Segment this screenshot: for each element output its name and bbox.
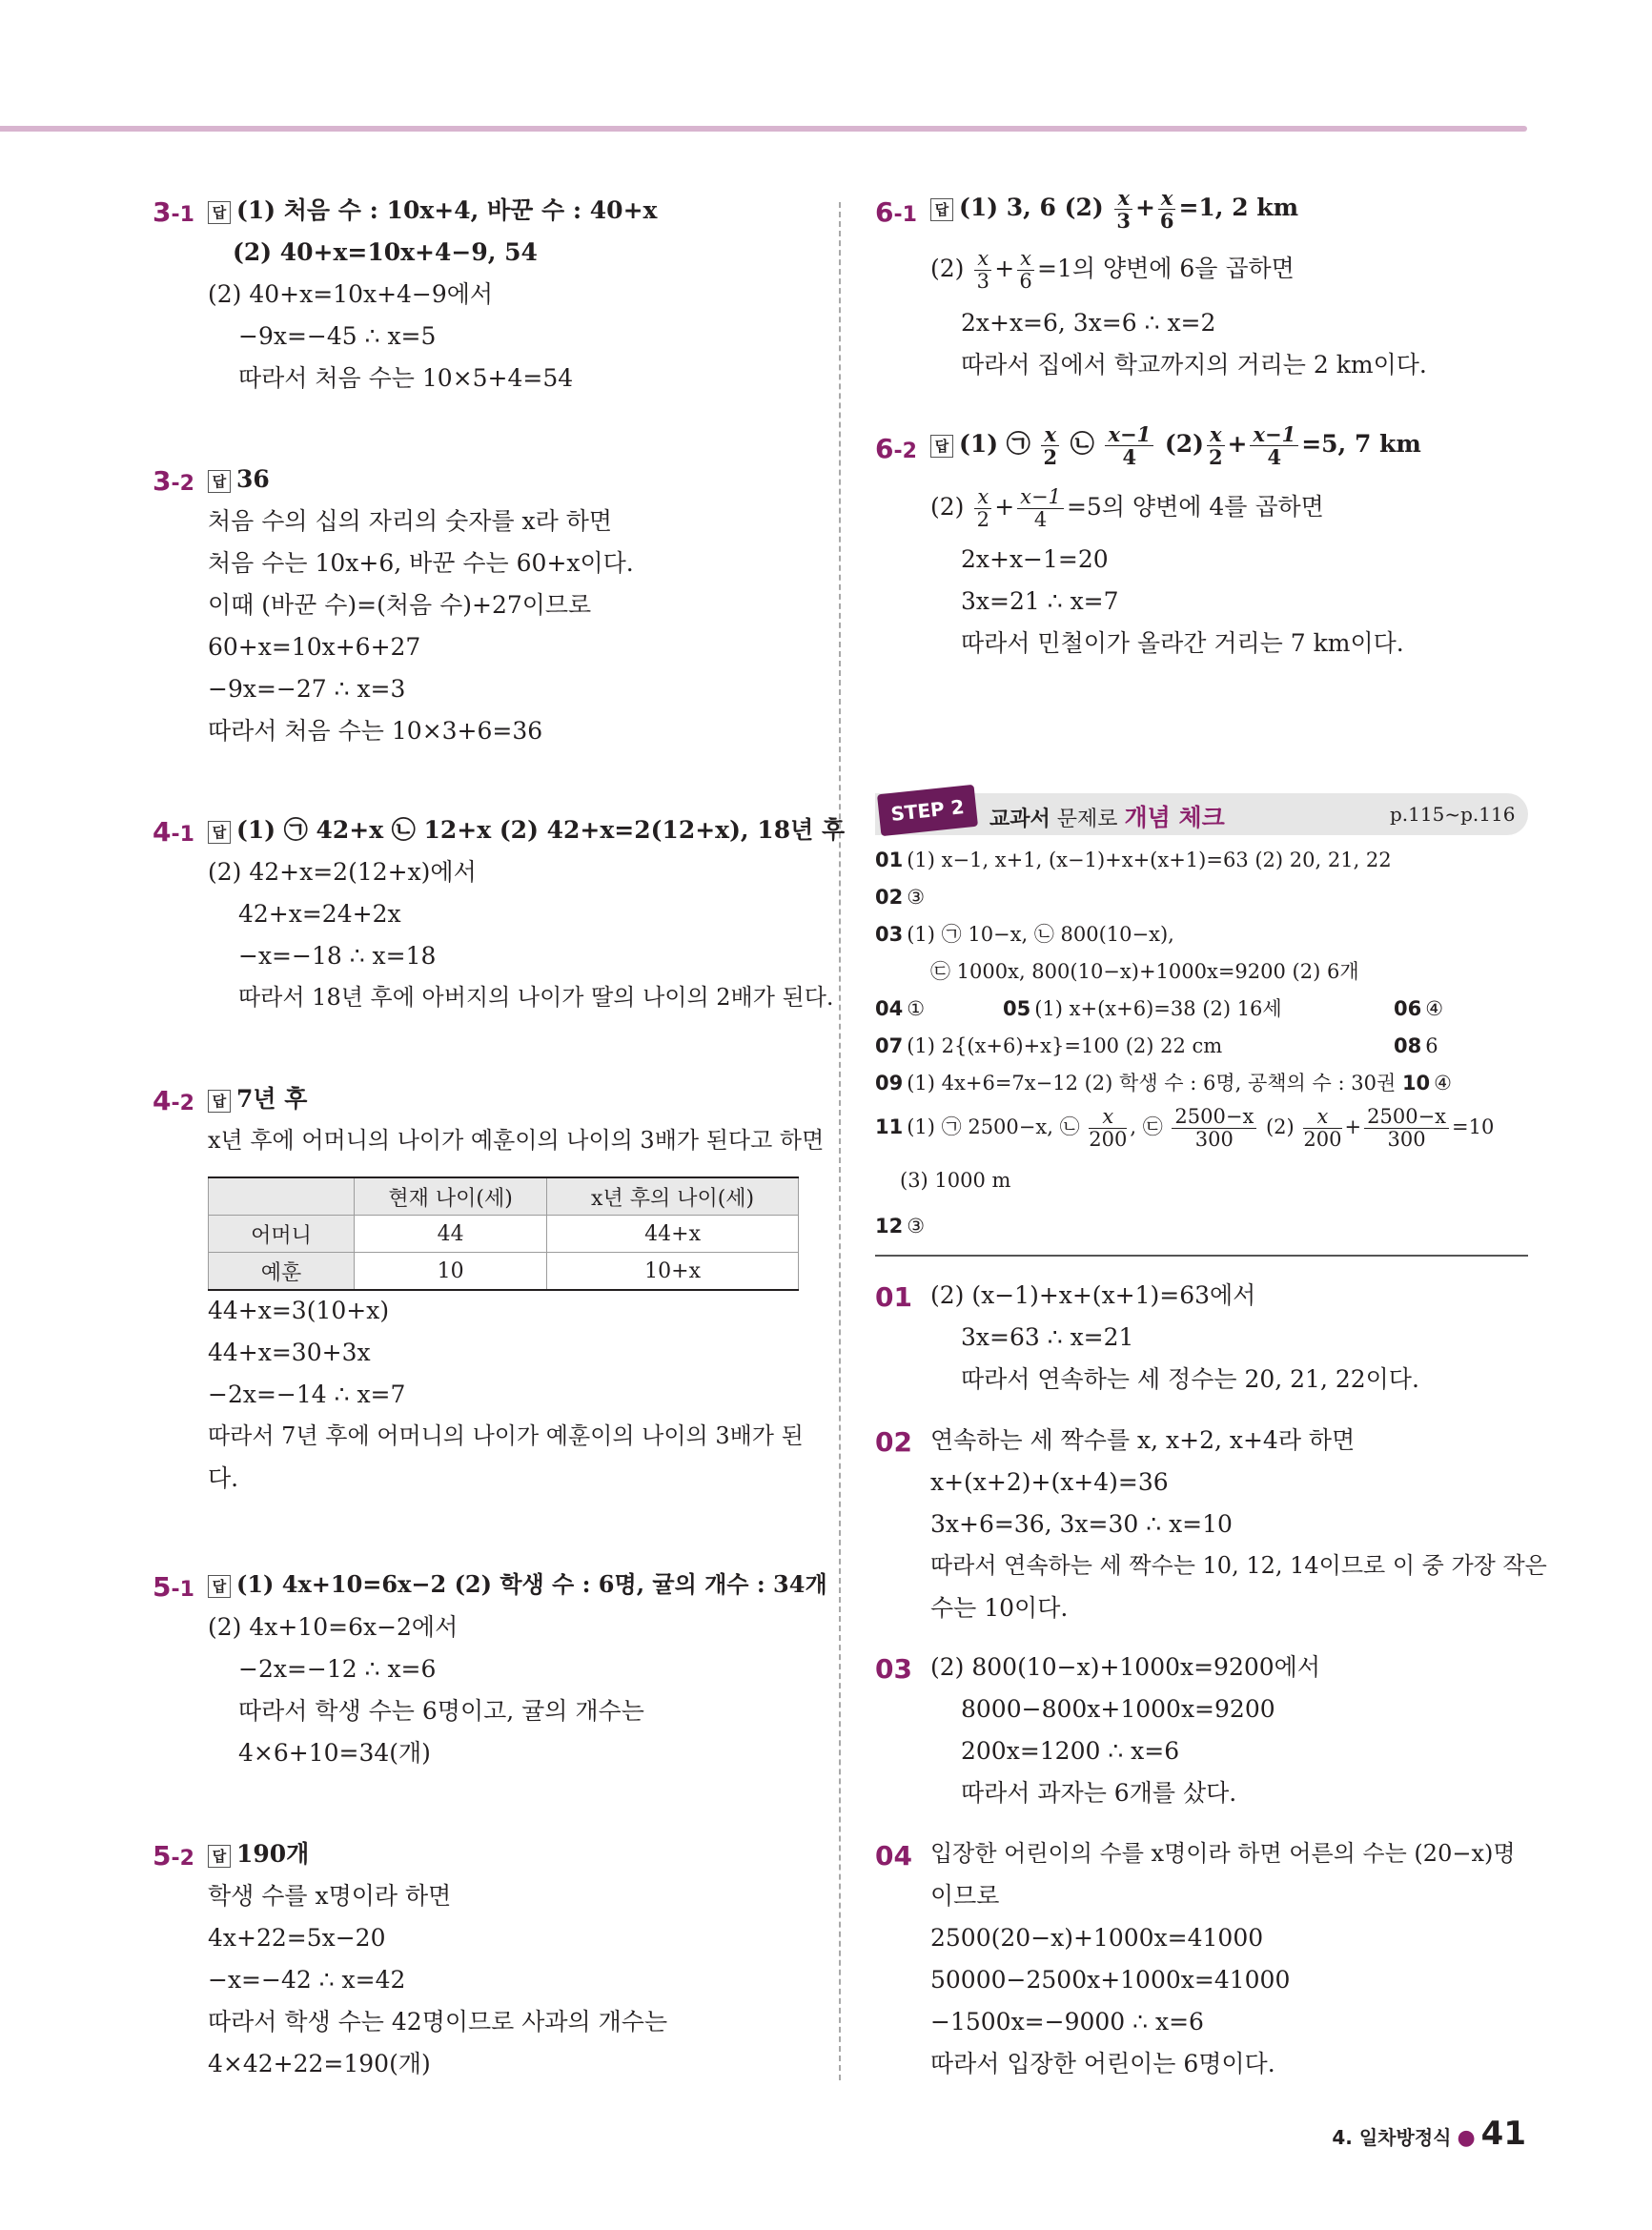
solution-line: (2) $\frac{x}{2}$ + $\frac{x-1}{4}$ =5의 양변에 4를 곱하면 (930, 485, 1324, 532)
quick-answer-05: 05 (1) x+(x+6)=38 (2) 16세 (1003, 997, 1282, 1020)
solution-line: 따라서 18년 후에 아버지의 나이가 딸의 나이의 2배가 된다. (238, 984, 834, 1011)
answer-mark-icon: 답 (208, 1090, 231, 1113)
table-row (209, 1216, 799, 1253)
chapter-title: 4. 일차방정식 (1332, 2126, 1452, 2149)
solution-line: 처음 수는 10x+6, 바꾼 수는 60+x이다. (208, 549, 634, 577)
solution-line: 따라서 학생 수는 6명이고, 귤의 개수는 (238, 1697, 644, 1725)
solution-line: −2x=−14 ∴ x=7 (208, 1381, 406, 1408)
answer-mark-icon: 답 (208, 1575, 231, 1598)
quick-answer-03: 03 (1) ㉠ 10−x, ㉡ 800(10−x), (875, 923, 1174, 946)
table-cell: 예훈 (209, 1253, 355, 1291)
age-table (208, 1176, 799, 1291)
fraction: $\frac{x-1}{4}$ (1250, 423, 1298, 468)
answer-line: 답 36 (208, 465, 270, 494)
solution-line: −1500x=−9000 ∴ x=6 (930, 2008, 1204, 2036)
table-header-cell: 현재 나이(세) (355, 1177, 547, 1216)
solution-line: 200x=1200 ∴ x=6 (961, 1737, 1180, 1765)
solution-line: 2x+x−1=20 (961, 545, 1109, 573)
solution-line: 따라서 민철이가 올라간 거리는 7 km이다. (961, 629, 1404, 657)
table-cell: 10 (355, 1253, 547, 1291)
quick-answer-07: 07 (1) 2{(x+6)+x}=100 (2) 22 cm (875, 1034, 1223, 1057)
solution-line: 60+x=10x+6+27 (208, 633, 421, 661)
table-header-cell (209, 1177, 355, 1216)
solution-line: 따라서 연속하는 세 짝수는 10, 12, 14이므로 이 중 가장 작은 (930, 1552, 1547, 1579)
page-footer (1332, 2115, 1526, 2153)
quick-answer-09: 09 (1) 4x+6=7x−12 (2) 학생 수 : 6명, 공책의 수 : 30권 10 ④ (875, 1072, 1452, 1095)
solution-line: 8000−800x+1000x=9200 (961, 1695, 1275, 1723)
answer-line: 답 7년 후 (208, 1085, 307, 1114)
table-row (209, 1253, 799, 1291)
solution-line: 따라서 처음 수는 10×5+4=54 (238, 364, 574, 392)
problem-number: 6-1 (875, 196, 917, 228)
step-badge: STEP 2 (877, 785, 978, 836)
page-number: 41 (1480, 2115, 1526, 2153)
solution-line: (2) (x−1)+x+(x+1)=63에서 (930, 1281, 1256, 1309)
solution-line: 따라서 연속하는 세 정수는 20, 21, 22이다. (961, 1365, 1419, 1393)
step-page-range: p.115~p.116 (1390, 803, 1516, 826)
solution-line: x+(x+2)+(x+4)=36 (930, 1468, 1169, 1496)
fraction: $\frac{x}{3}$ (1116, 186, 1132, 234)
solution-line: (2) 42+x=2(12+x)에서 (208, 858, 477, 886)
solution-line: 학생 수를 x명이라 하면 (208, 1882, 452, 1910)
problem-number: 3-1 (153, 196, 194, 228)
fraction: $\frac{x}{200}$ (1303, 1105, 1342, 1152)
quick-answer-04: 04 ① (875, 997, 926, 1020)
solution-line: 다. (208, 1464, 239, 1492)
answer-line-2: (2) 40+x=10x+4−9, 54 (233, 238, 538, 266)
solution-line: 따라서 처음 수는 10×3+6=36 (208, 717, 543, 745)
quick-answer-11-cont: (3) 1000 m (900, 1169, 1011, 1192)
table-cell: 44+x (547, 1216, 799, 1253)
solution-line: (2) 40+x=10x+4−9에서 (208, 280, 494, 308)
solution-line: 이므로 (930, 1882, 1000, 1910)
problem-number: 5-1 (153, 1571, 194, 1603)
answer-mark-icon: 답 (208, 1845, 231, 1868)
answer-line: 답 (1) 4x+10=6x−2 (2) 학생 수 : 6명, 귤의 개수 : 34개 (208, 1571, 827, 1599)
problem-number: 4-1 (153, 816, 194, 848)
problem-number: 02 (875, 1426, 912, 1458)
answer-mark-icon: 답 (208, 821, 231, 844)
solution-line: (2) $\frac{x}{3}$ + $\frac{x}{6}$ =1의 양변에 6을 곱하면 (930, 247, 1295, 294)
solution-line: −x=−18 ∴ x=18 (238, 942, 437, 970)
solution-line: 따라서 과자는 6개를 샀다. (961, 1779, 1237, 1807)
fraction: $\frac{x}{200}$ (1089, 1105, 1128, 1152)
quick-answer-11: 11 (1) ㉠ 2500−x, ㉡ $\frac{x}{200}$ , ㉢ $\frac{2500-x}{300}$ (2) $\frac{x}{200}$ + $\frac{2500-x}{300}$ =10 (875, 1105, 1495, 1152)
solution-line: 4×6+10=34(개) (238, 1739, 431, 1767)
solution-line: 4x+22=5x−20 (208, 1924, 386, 1952)
fraction: $\frac{x}{2}$ (1208, 422, 1223, 470)
solution-line: 따라서 입장한 어린이는 6명이다. (930, 2050, 1275, 2077)
solution-line: 4×42+22=190(개) (208, 2050, 431, 2077)
quick-answer-08: 08 6 (1394, 1034, 1438, 1057)
problem-number: 3-2 (153, 465, 194, 497)
table-header-cell: x년 후의 나이(세) (547, 1177, 799, 1216)
solution-line: 따라서 학생 수는 42명이므로 사과의 개수는 (208, 2008, 668, 2036)
quick-answer-06: 06 ④ (1394, 997, 1444, 1020)
fraction: $\frac{x}{6}$ (1159, 186, 1174, 234)
answer-mark-icon: 답 (208, 201, 231, 224)
problem-number: 4-2 (153, 1085, 194, 1116)
solution-line: −2x=−12 ∴ x=6 (238, 1655, 437, 1683)
solution-line: 44+x=30+3x (208, 1339, 371, 1366)
solution-line: −9x=−45 ∴ x=5 (238, 322, 437, 350)
problem-number: 5-2 (153, 1840, 194, 1872)
solution-line: (2) 800(10−x)+1000x=9200에서 (930, 1653, 1320, 1681)
solution-line: −9x=−27 ∴ x=3 (208, 675, 406, 703)
solution-line: −x=−42 ∴ x=42 (208, 1966, 406, 1994)
fraction: $\frac{x}{2}$ (974, 486, 991, 531)
bullet-icon: ● (1457, 2126, 1476, 2150)
solution-line: 연속하는 세 짝수를 x, x+2, x+4라 하면 (930, 1426, 1356, 1454)
step-title: 교과서 문제로 개념 체크 (989, 804, 1225, 831)
answer-line: 답 190개 (208, 1840, 309, 1869)
table-cell: 10+x (547, 1253, 799, 1291)
fraction: $\frac{2500-x}{300}$ (1364, 1106, 1449, 1151)
solution-line: 2x+x=6, 3x=6 ∴ x=2 (961, 309, 1216, 337)
problem-number: 04 (875, 1840, 912, 1872)
quick-answer-02: 02 ③ (875, 886, 926, 909)
fraction: $\frac{x}{2}$ (1043, 422, 1058, 470)
solution-line: 42+x=24+2x (238, 900, 401, 928)
fraction: $\frac{x}{6}$ (1017, 248, 1034, 293)
solution-line: 수는 10이다. (930, 1594, 1069, 1622)
answer-mark-icon: 답 (930, 435, 953, 458)
solution-line: 입장한 어린이의 수를 x명이라 하면 어른의 수는 (20−x)명 (930, 1840, 1516, 1867)
table-cell: 어머니 (209, 1216, 355, 1253)
answer-line-1: 답 (1) 처음 수 : 10x+4, 바꾼 수 : 40+x (208, 196, 657, 225)
solution-line: 따라서 집에서 학교까지의 거리는 2 km이다. (961, 351, 1427, 378)
solution-line: 따라서 7년 후에 어머니의 나이가 예훈이의 나이의 3배가 된 (208, 1422, 804, 1449)
quick-answer-01: 01 (1) x−1, x+1, (x−1)+x+(x+1)=63 (2) 20, 21, 22 (875, 849, 1392, 871)
answer-mark-icon: 답 (208, 470, 231, 493)
fraction: $\frac{x-1}{4}$ (1105, 423, 1153, 468)
solution-line: 2500(20−x)+1000x=41000 (930, 1924, 1264, 1952)
column-divider (839, 202, 841, 2080)
solution-line: 44+x=3(10+x) (208, 1297, 390, 1324)
answer-line: 답 (1) ㉠ $\frac{x}{2}$ ㉡ $\frac{x-1}{4}$ (2) $\frac{x}{2}$ + $\frac{x-1}{4}$ =5, 7 km (930, 423, 1421, 468)
table-cell: 44 (355, 1216, 547, 1253)
answer-mark-icon: 답 (930, 198, 953, 221)
fraction: $\frac{x}{3}$ (974, 248, 991, 293)
fraction: $\frac{x-1}{4}$ (1017, 486, 1064, 531)
solution-line: (2) 4x+10=6x−2에서 (208, 1613, 459, 1641)
section-rule (875, 1255, 1528, 1257)
problem-number: 01 (875, 1281, 912, 1313)
quick-answer-03-cont: ㉢ 1000x, 800(10−x)+1000x=9200 (2) 6개 (930, 960, 1359, 983)
solution-intro: x년 후에 어머니의 나이가 예훈이의 나이의 3배가 된다고 하면 (208, 1127, 825, 1154)
solution-line: 3x=63 ∴ x=21 (961, 1323, 1134, 1351)
solution-line: 3x=21 ∴ x=7 (961, 587, 1119, 615)
solution-line: 3x+6=36, 3x=30 ∴ x=10 (930, 1510, 1233, 1538)
solution-line: 50000−2500x+1000x=41000 (930, 1966, 1291, 1994)
answer-line: 답 (1) ㉠ 42+x ㉡ 12+x (2) 42+x=2(12+x), 18년 후 (208, 816, 845, 845)
problem-number: 6-2 (875, 433, 917, 464)
top-accent-bar (0, 126, 1527, 132)
solution-line: 처음 수의 십의 자리의 숫자를 x라 하면 (208, 507, 613, 535)
problem-number: 03 (875, 1653, 912, 1685)
fraction: $\frac{2500-x}{300}$ (1172, 1106, 1256, 1151)
solution-line: 이때 (바꾼 수)=(처음 수)+27이므로 (208, 591, 592, 619)
answer-line: 답 (1) 3, 6 (2) $\frac{x}{3}$ + $\frac{x}{6}$ =1, 2 km (930, 187, 1298, 232)
quick-answer-12: 12 ③ (875, 1215, 926, 1238)
